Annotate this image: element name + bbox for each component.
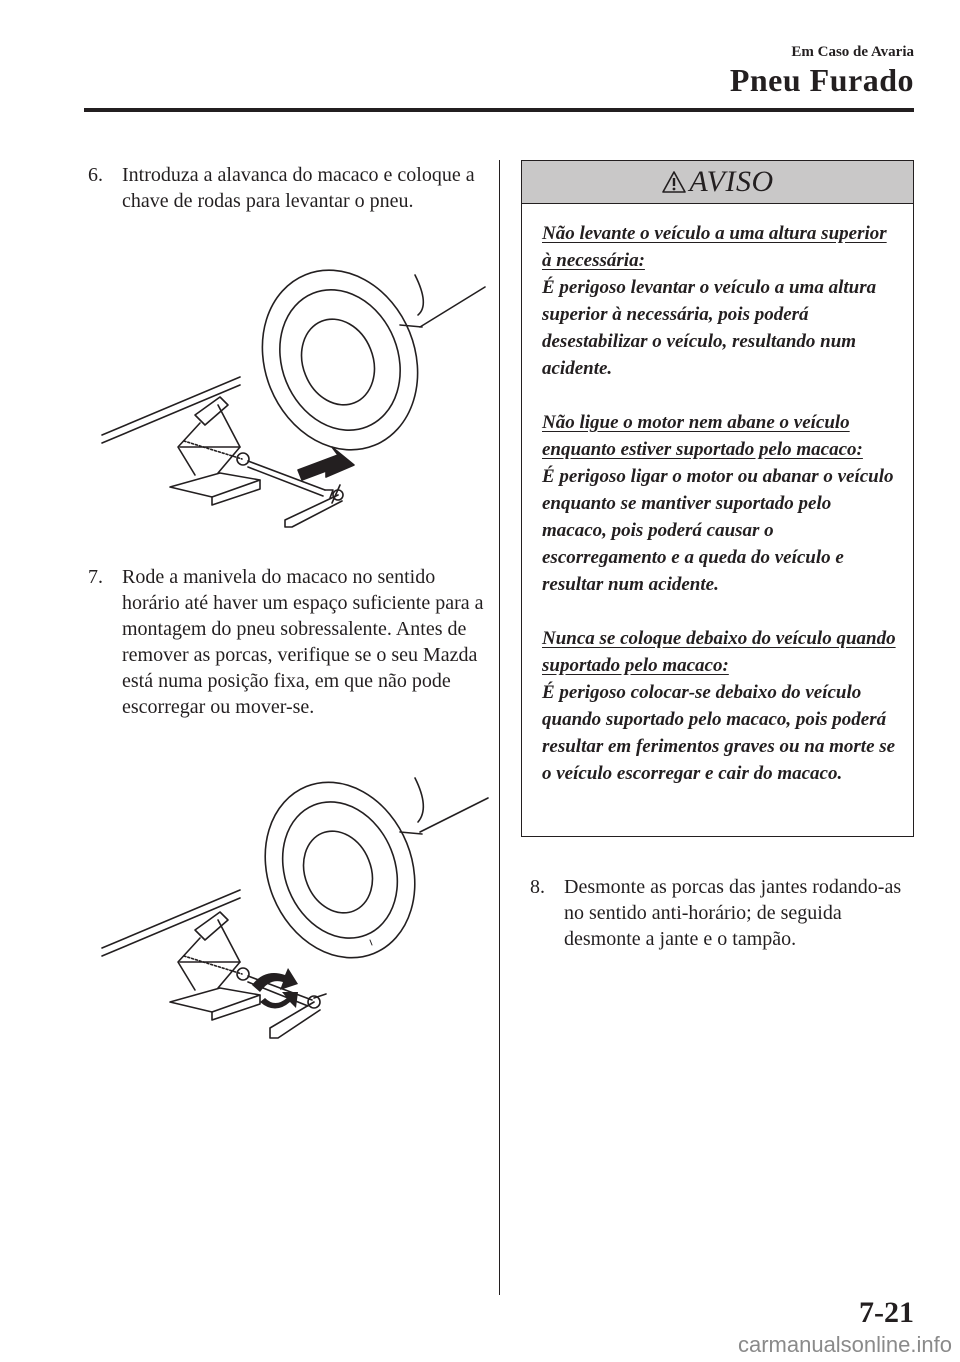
warning-item-title: Não levante o veículo a uma altura superior à necessária: [542, 223, 887, 271]
scissor-jack [170, 397, 260, 505]
jack-lever-illustration [100, 265, 490, 530]
page-number: 7-21 [859, 1296, 914, 1329]
warning-item [542, 625, 897, 787]
warning-item [542, 220, 897, 382]
column-divider [499, 160, 500, 1295]
step-text: Introduza a alavanca do macaco e coloque a chave de rodas para levantar o pneu. [122, 164, 475, 212]
warning-triangle-icon [661, 170, 687, 194]
rotate-clockwise-icon [252, 968, 298, 1009]
page-title: Pneu Furado [729, 62, 914, 98]
tyre [236, 265, 444, 473]
arrow-icon [298, 447, 354, 480]
vehicle-sill-line-lower [102, 385, 240, 443]
tyre [240, 770, 441, 980]
step-number: 8. [530, 876, 545, 898]
step-8 [530, 874, 920, 952]
warning-item-text: É perigoso levantar o veículo a uma altura superior à necessária, pois poderá desestabilizar o veículo, resultando num acidente. [542, 277, 877, 379]
warning-header [522, 161, 913, 204]
warning-item-text: É perigoso colocar-se debaixo do veículo quando suportado pelo macaco, pois poderá resultar em ferimentos graves ou na morte se o veículo escorregar e cair do macaco. [542, 682, 896, 784]
step-7 [88, 564, 488, 720]
step-number: 6. [88, 164, 103, 186]
header-section: Em Caso de Avaria [791, 44, 914, 60]
warning-item-title: Nunca se coloque debaixo do veículo quando suportado pelo macaco: [542, 628, 896, 676]
step-6 [88, 162, 488, 214]
warning-body [522, 204, 913, 787]
step-text: Desmonte as porcas das jantes rodando-as no sentido anti-horário; de seguida desmonte a jante e o tampão. [564, 876, 902, 950]
scissor-jack [170, 912, 260, 1020]
step-text: Rode a manivela do macaco no sentido horário até haver um espaço suficiente para a montagem do pneu sobressalente. Antes de remover as porcas, verifique se o seu Mazda está numa posição fixa, em que não pode escorregar ou mover-se. [122, 566, 484, 718]
footer-watermark: carmanualsonline.info [737, 1332, 952, 1357]
jack-crank-illustration [100, 770, 490, 1070]
header-rule [84, 108, 914, 112]
warning-item-text: É perigoso ligar o motor ou abanar o veículo enquanto se mantiver suportado pelo macaco, pois poderá causar o escorregamento e a queda do veículo e resultar num acidente. [542, 466, 894, 595]
warning-item-title: Não ligue o motor nem abane o veículo enquanto estiver suportado pelo macaco: [542, 412, 863, 460]
warning-item [542, 409, 897, 598]
warning-label: AVISO [689, 165, 774, 198]
warning-box [521, 160, 914, 837]
step-number: 7. [88, 566, 103, 588]
vehicle-sill-line [102, 890, 240, 948]
